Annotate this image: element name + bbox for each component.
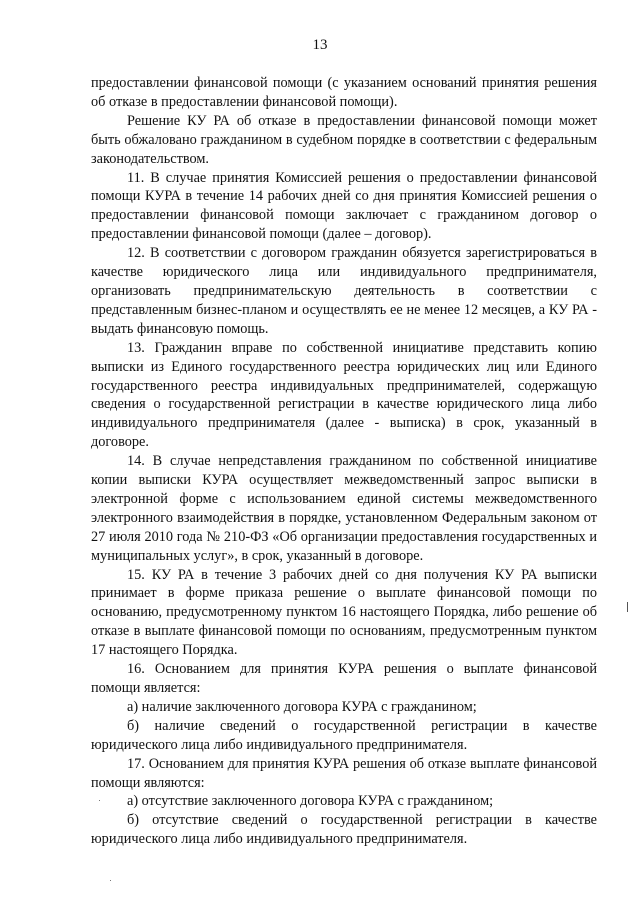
- scan-speck: [99, 800, 100, 801]
- paragraph-12: 12. В соответствии с договором гражданин обязуется зарегистрироваться в качестве юридического лица или индивидуального предпринимателя, организовать предпринимательскую деятельность в соответствии с представленным бизнес-планом и осуществлять ее не менее 12 месяцев, а КУ РА - выдать финансовую помощь.: [91, 245, 597, 337]
- document-body: [91, 74, 597, 849]
- paragraph-17-a: а) отсутствие заключенного договора КУРА с гражданином;: [127, 793, 494, 810]
- paragraph-11: 11. В случае принятия Комиссией решения о предоставлении финансовой помощи КУРА в течение 14 рабочих дней со дня принятия Комиссией решения о предоставлении финансовой помощи заключает с гражданином договор о предоставлении финансовой помощи (далее – договор).: [91, 169, 597, 243]
- paragraph-13: 13. Гражданин вправе по собственной инициативе представить копию выписки из Единого государственного реестра юридических лиц или Единого государственного реестра индивидуальных предпринимателей, содержащую сведения о государственной регистрации в качестве юридического лица либо индивидуального предпринимателя (далее - выписка) в срок, указанный в договоре.: [91, 339, 597, 451]
- paragraph-16-a: а) наличие заключенного договора КУРА с гражданином;: [127, 698, 477, 715]
- paragraph-17-b: б) отсутствие сведений о государственной регистрации в качестве юридического лица либо индивидуального предпринимателя.: [91, 812, 597, 848]
- paragraph-appeal: Решение КУ РА об отказе в предоставлении финансовой помощи может быть обжаловано гражданином в судебном порядке в соответствии с федеральным законодательством.: [91, 112, 597, 167]
- page-number: 13: [312, 37, 328, 53]
- paragraph-14: 14. В случае непредставления гражданином по собственной инициативе копии выписки КУРА осуществляет межведомственный запрос выписки в электронной форме с использованием единой системы межведомственного электронного взаимодействия в порядке, установленном Федеральным законом от 27 июля 2010 года № 210-ФЗ «Об организации предоставления государственных и муниципальных услуг», в срок, указанный в договоре.: [91, 453, 597, 564]
- paragraph-17: 17. Основанием для принятия КУРА решения об отказе выплате финансовой помощи являются:: [91, 755, 597, 791]
- scan-speck: [110, 880, 111, 881]
- paragraph-15: 15. КУ РА в течение 3 рабочих дней со дня получения КУ РА выписки принимает в форме приказа решение о выплате финансовой помощи по основанию, предусмотренному пунктом 16 настоящего Порядка, либо решение об отказе в выплате финансовой помощи по основаниям, предусмотренным пунктом 17 настоящего Порядка.: [91, 566, 597, 659]
- paragraph-16-b: б) наличие сведений о государственной регистрации в качестве юридического лица либо индивидуального предпринимателя.: [91, 717, 597, 753]
- scan-edge-mark: [627, 602, 628, 612]
- paragraph-16: 16. Основанием для принятия КУРА решения о выплате финансовой помощи является:: [91, 661, 597, 696]
- paragraph-continuation: предоставлении финансовой помощи (с указанием оснований принятия решения об отказе в предоставлении финансовой помощи).: [91, 75, 597, 110]
